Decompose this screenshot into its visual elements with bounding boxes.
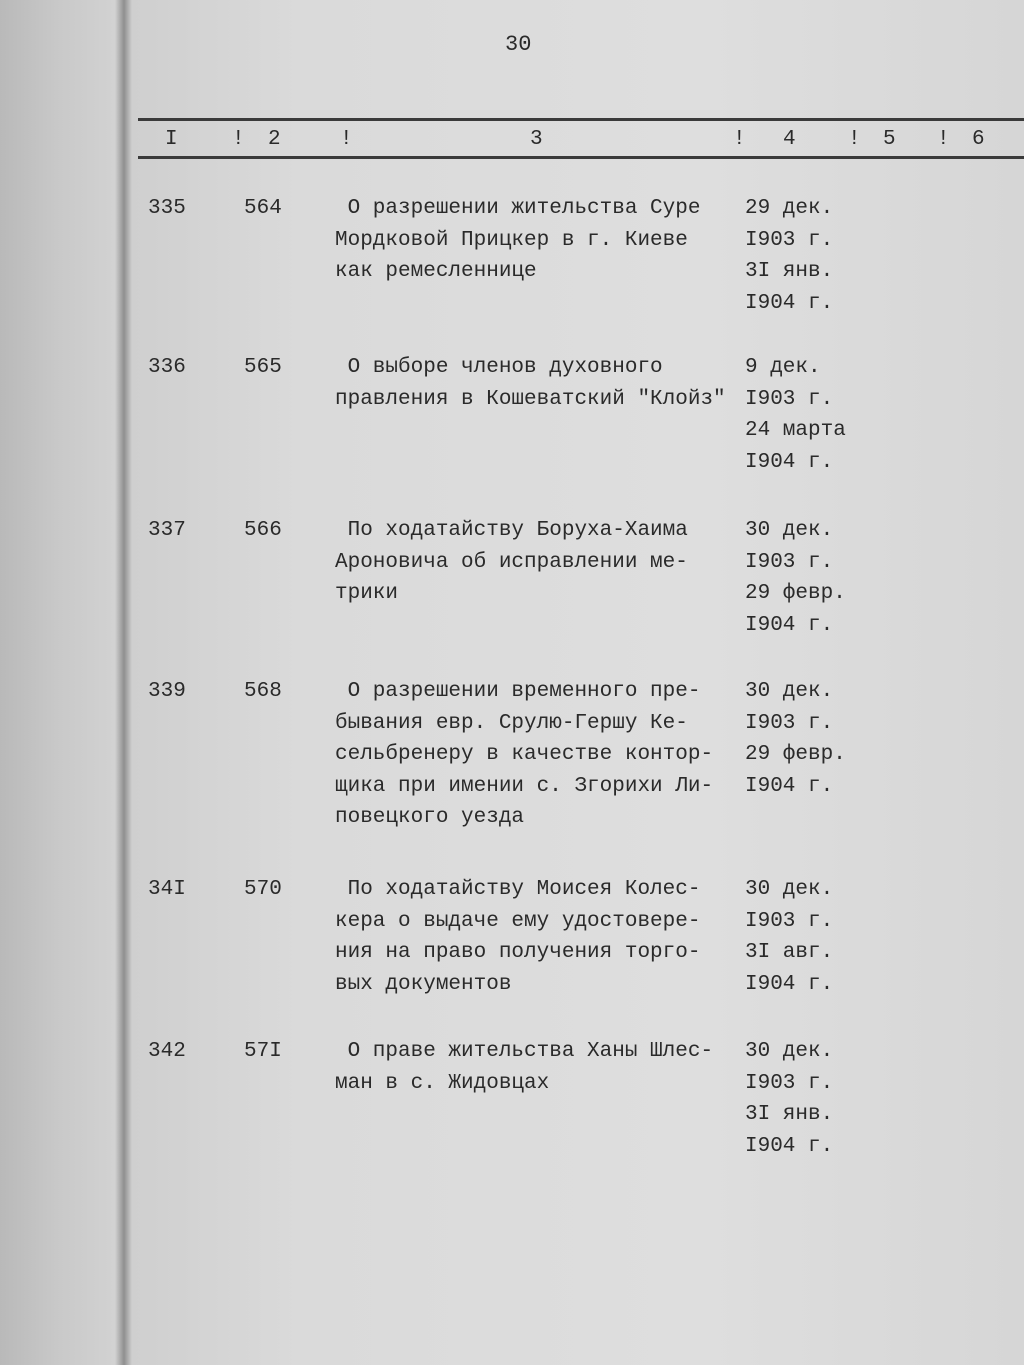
header-sep: !	[340, 128, 353, 151]
header-top-rule	[138, 118, 1024, 121]
description-line: вых документов	[335, 972, 512, 996]
dates	[745, 1036, 833, 1162]
header-col2: 2	[268, 128, 281, 151]
description-line: По ходатайству Боруха-Хаима	[335, 519, 688, 542]
date-line: I903 г.	[745, 1071, 834, 1095]
dates	[745, 515, 846, 641]
header-sep: !	[848, 128, 861, 151]
reference-number: 564	[244, 197, 282, 220]
record-number: 342	[148, 1040, 186, 1063]
description	[335, 193, 700, 288]
description-line: О праве жительства Ханы Шлес-	[335, 1040, 714, 1063]
header-sep: !	[937, 128, 950, 151]
header-col3: 3	[530, 128, 543, 151]
date-line: 30 дек.	[745, 680, 834, 703]
reference-number: 570	[244, 878, 282, 901]
date-line: 29 февр.	[745, 582, 846, 605]
date-line: 24 марта	[745, 419, 846, 442]
date-line: I903 г.	[745, 228, 834, 252]
record-number: 339	[148, 680, 186, 703]
date-line: 30 дек.	[745, 1040, 834, 1063]
dates	[745, 352, 846, 478]
description-line: По ходатайству Моисея Колес-	[335, 878, 701, 901]
dates	[745, 193, 833, 319]
dates	[745, 874, 833, 1000]
description	[335, 874, 700, 1000]
header-col4: 4	[783, 128, 796, 151]
description-line: щика при имении с. Згорихи Ли-	[335, 774, 714, 798]
description-line: бывания евр. Срулю-Гершу Ке-	[335, 711, 688, 735]
date-line: 29 февр.	[745, 743, 846, 766]
date-line: 3I янв.	[745, 1103, 834, 1126]
header-sep: !	[733, 128, 746, 151]
description-line: трики	[335, 582, 399, 605]
dates	[745, 676, 846, 802]
date-line: I904 г.	[745, 613, 834, 637]
description	[335, 515, 688, 610]
description-line: О разрешении временного пре-	[335, 680, 701, 703]
record-number: 336	[148, 356, 186, 379]
header-bottom-rule	[138, 156, 1024, 159]
description-line: повецкого уезда	[335, 806, 525, 829]
date-line: I904 г.	[745, 450, 834, 474]
date-line: I904 г.	[745, 774, 834, 798]
header-col5: 5	[883, 128, 896, 151]
description-line: правления в Кошеватский "Клойз"	[335, 387, 726, 411]
description-line: Ароновича об исправлении ме-	[335, 550, 688, 574]
date-line: 30 дек.	[745, 878, 834, 901]
date-line: I904 г.	[745, 972, 834, 996]
description	[335, 1036, 713, 1099]
header-col1: I	[165, 128, 178, 151]
description-line: кера о выдаче ему удостовере-	[335, 909, 701, 933]
description	[335, 676, 713, 834]
record-number: 34I	[148, 878, 186, 901]
date-line: 9 дек.	[745, 356, 821, 379]
header-sep: !	[232, 128, 245, 151]
date-line: I903 г.	[745, 550, 834, 574]
date-line: I903 г.	[745, 711, 834, 735]
date-line: I903 г.	[745, 909, 834, 933]
page-number: 30	[505, 32, 532, 57]
header-col6: 6	[972, 128, 985, 151]
date-line: I904 г.	[745, 291, 834, 315]
description-line: О выборе членов духовного	[335, 356, 663, 379]
reference-number: 57I	[244, 1040, 282, 1063]
description-line: как ремесленнице	[335, 260, 537, 283]
date-line: 3I авг.	[745, 941, 834, 964]
date-line: 29 дек.	[745, 197, 834, 220]
record-number: 335	[148, 197, 186, 220]
description-line: Мордковой Прицкер в г. Киеве	[335, 228, 688, 252]
date-line: 3I янв.	[745, 260, 834, 283]
reference-number: 565	[244, 356, 282, 379]
description	[335, 352, 726, 415]
date-line: I903 г.	[745, 387, 834, 411]
date-line: I904 г.	[745, 1134, 834, 1158]
description-line: ман в с. Жидовцах	[335, 1071, 550, 1095]
date-line: 30 дек.	[745, 519, 834, 542]
record-number: 337	[148, 519, 186, 542]
description-line: сельбренеру в качестве контор-	[335, 743, 714, 766]
reference-number: 568	[244, 680, 282, 703]
description-line: О разрешении жительства Суре	[335, 197, 701, 220]
description-line: ния на право получения торго-	[335, 941, 701, 964]
reference-number: 566	[244, 519, 282, 542]
